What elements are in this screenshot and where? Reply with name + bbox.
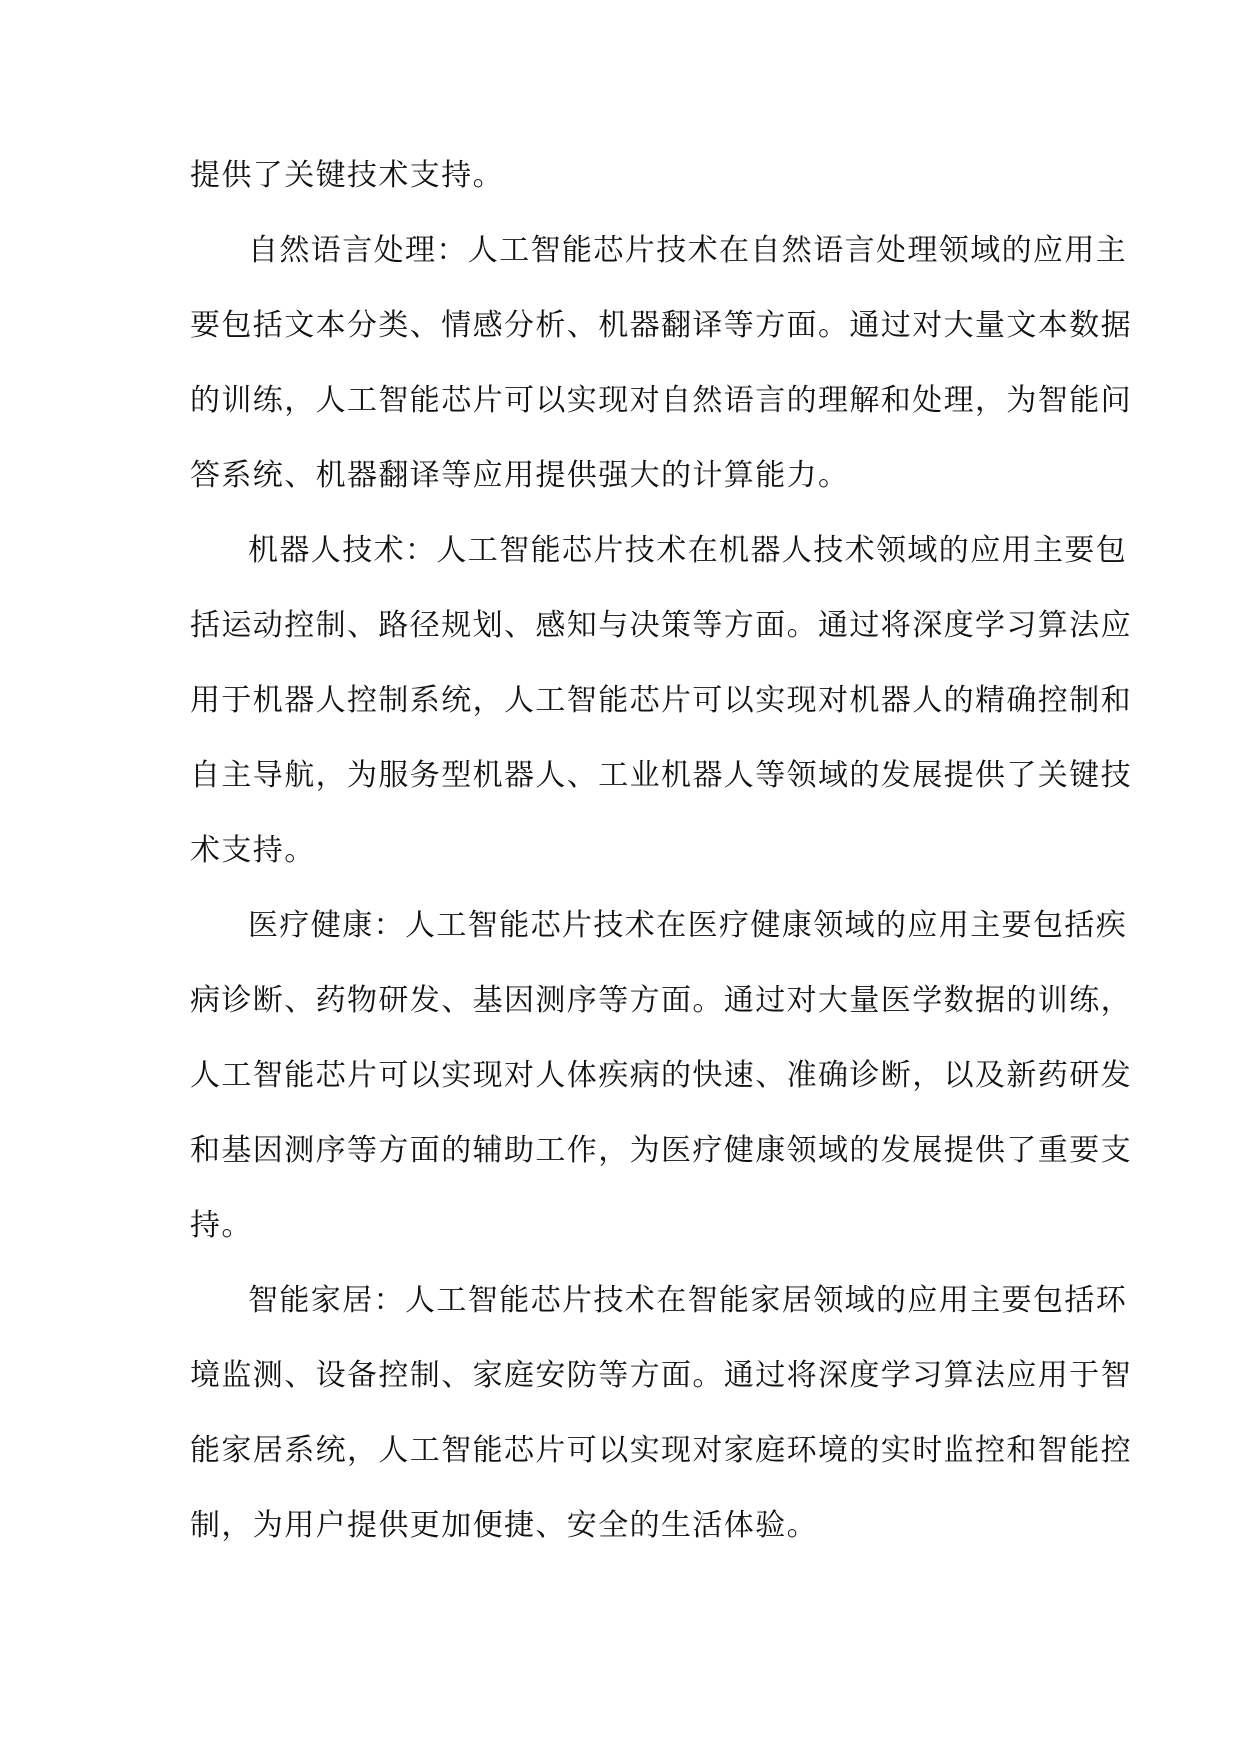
- paragraph-robotics-line-3: 用于机器人控制系统，人工智能芯片可以实现对机器人的精确控制和: [190, 683, 1132, 718]
- paragraph-healthcare-line-2: 病诊断、药物研发、基因测序等方面。通过对大量医学数据的训练，: [190, 983, 1132, 1018]
- paragraph-healthcare-line-1: 医疗健康：人工智能芯片技术在医疗健康领域的应用主要包括疾: [248, 908, 1128, 943]
- paragraph-smart-home-line-3: 能家居系统，人工智能芯片可以实现对家庭环境的实时监控和智能控: [190, 1433, 1132, 1468]
- text-line-continuation: 提供了关键技术支持。: [190, 158, 504, 193]
- paragraph-smart-home-line-1: 智能家居：人工智能芯片技术在智能家居领域的应用主要包括环: [248, 1283, 1128, 1318]
- paragraph-nlp-line-1: 自然语言处理：人工智能芯片技术在自然语言处理领域的应用主: [248, 233, 1128, 268]
- document-body: [190, 138, 1132, 1563]
- paragraph-smart-home-line-2: 境监测、设备控制、家庭安防等方面。通过将深度学习算法应用于智: [190, 1358, 1132, 1393]
- paragraph-robotics-line-1: 机器人技术：人工智能芯片技术在机器人技术领域的应用主要包: [248, 533, 1128, 568]
- paragraph-robotics-line-2: 括运动控制、路径规划、感知与决策等方面。通过将深度学习算法应: [190, 608, 1132, 643]
- paragraph-healthcare-line-4: 和基因测序等方面的辅助工作，为医疗健康领域的发展提供了重要支: [190, 1133, 1132, 1168]
- paragraph-healthcare-line-3: 人工智能芯片可以实现对人体疾病的快速、准确诊断，以及新药研发: [190, 1058, 1132, 1093]
- paragraph-robotics-line-4: 自主导航，为服务型机器人、工业机器人等领域的发展提供了关键技: [190, 758, 1132, 793]
- paragraph-smart-home-line-4: 制，为用户提供更加便捷、安全的生活体验。: [190, 1508, 818, 1543]
- paragraph-nlp-line-4: 答系统、机器翻译等应用提供强大的计算能力。: [190, 458, 850, 493]
- paragraph-nlp-line-3: 的训练，人工智能芯片可以实现对自然语言的理解和处理，为智能问: [190, 383, 1132, 418]
- paragraph-nlp-line-2: 要包括文本分类、情感分析、机器翻译等方面。通过对大量文本数据: [190, 308, 1132, 343]
- paragraph-robotics-line-5: 术支持。: [190, 833, 316, 868]
- paragraph-healthcare-line-5: 持。: [190, 1208, 253, 1243]
